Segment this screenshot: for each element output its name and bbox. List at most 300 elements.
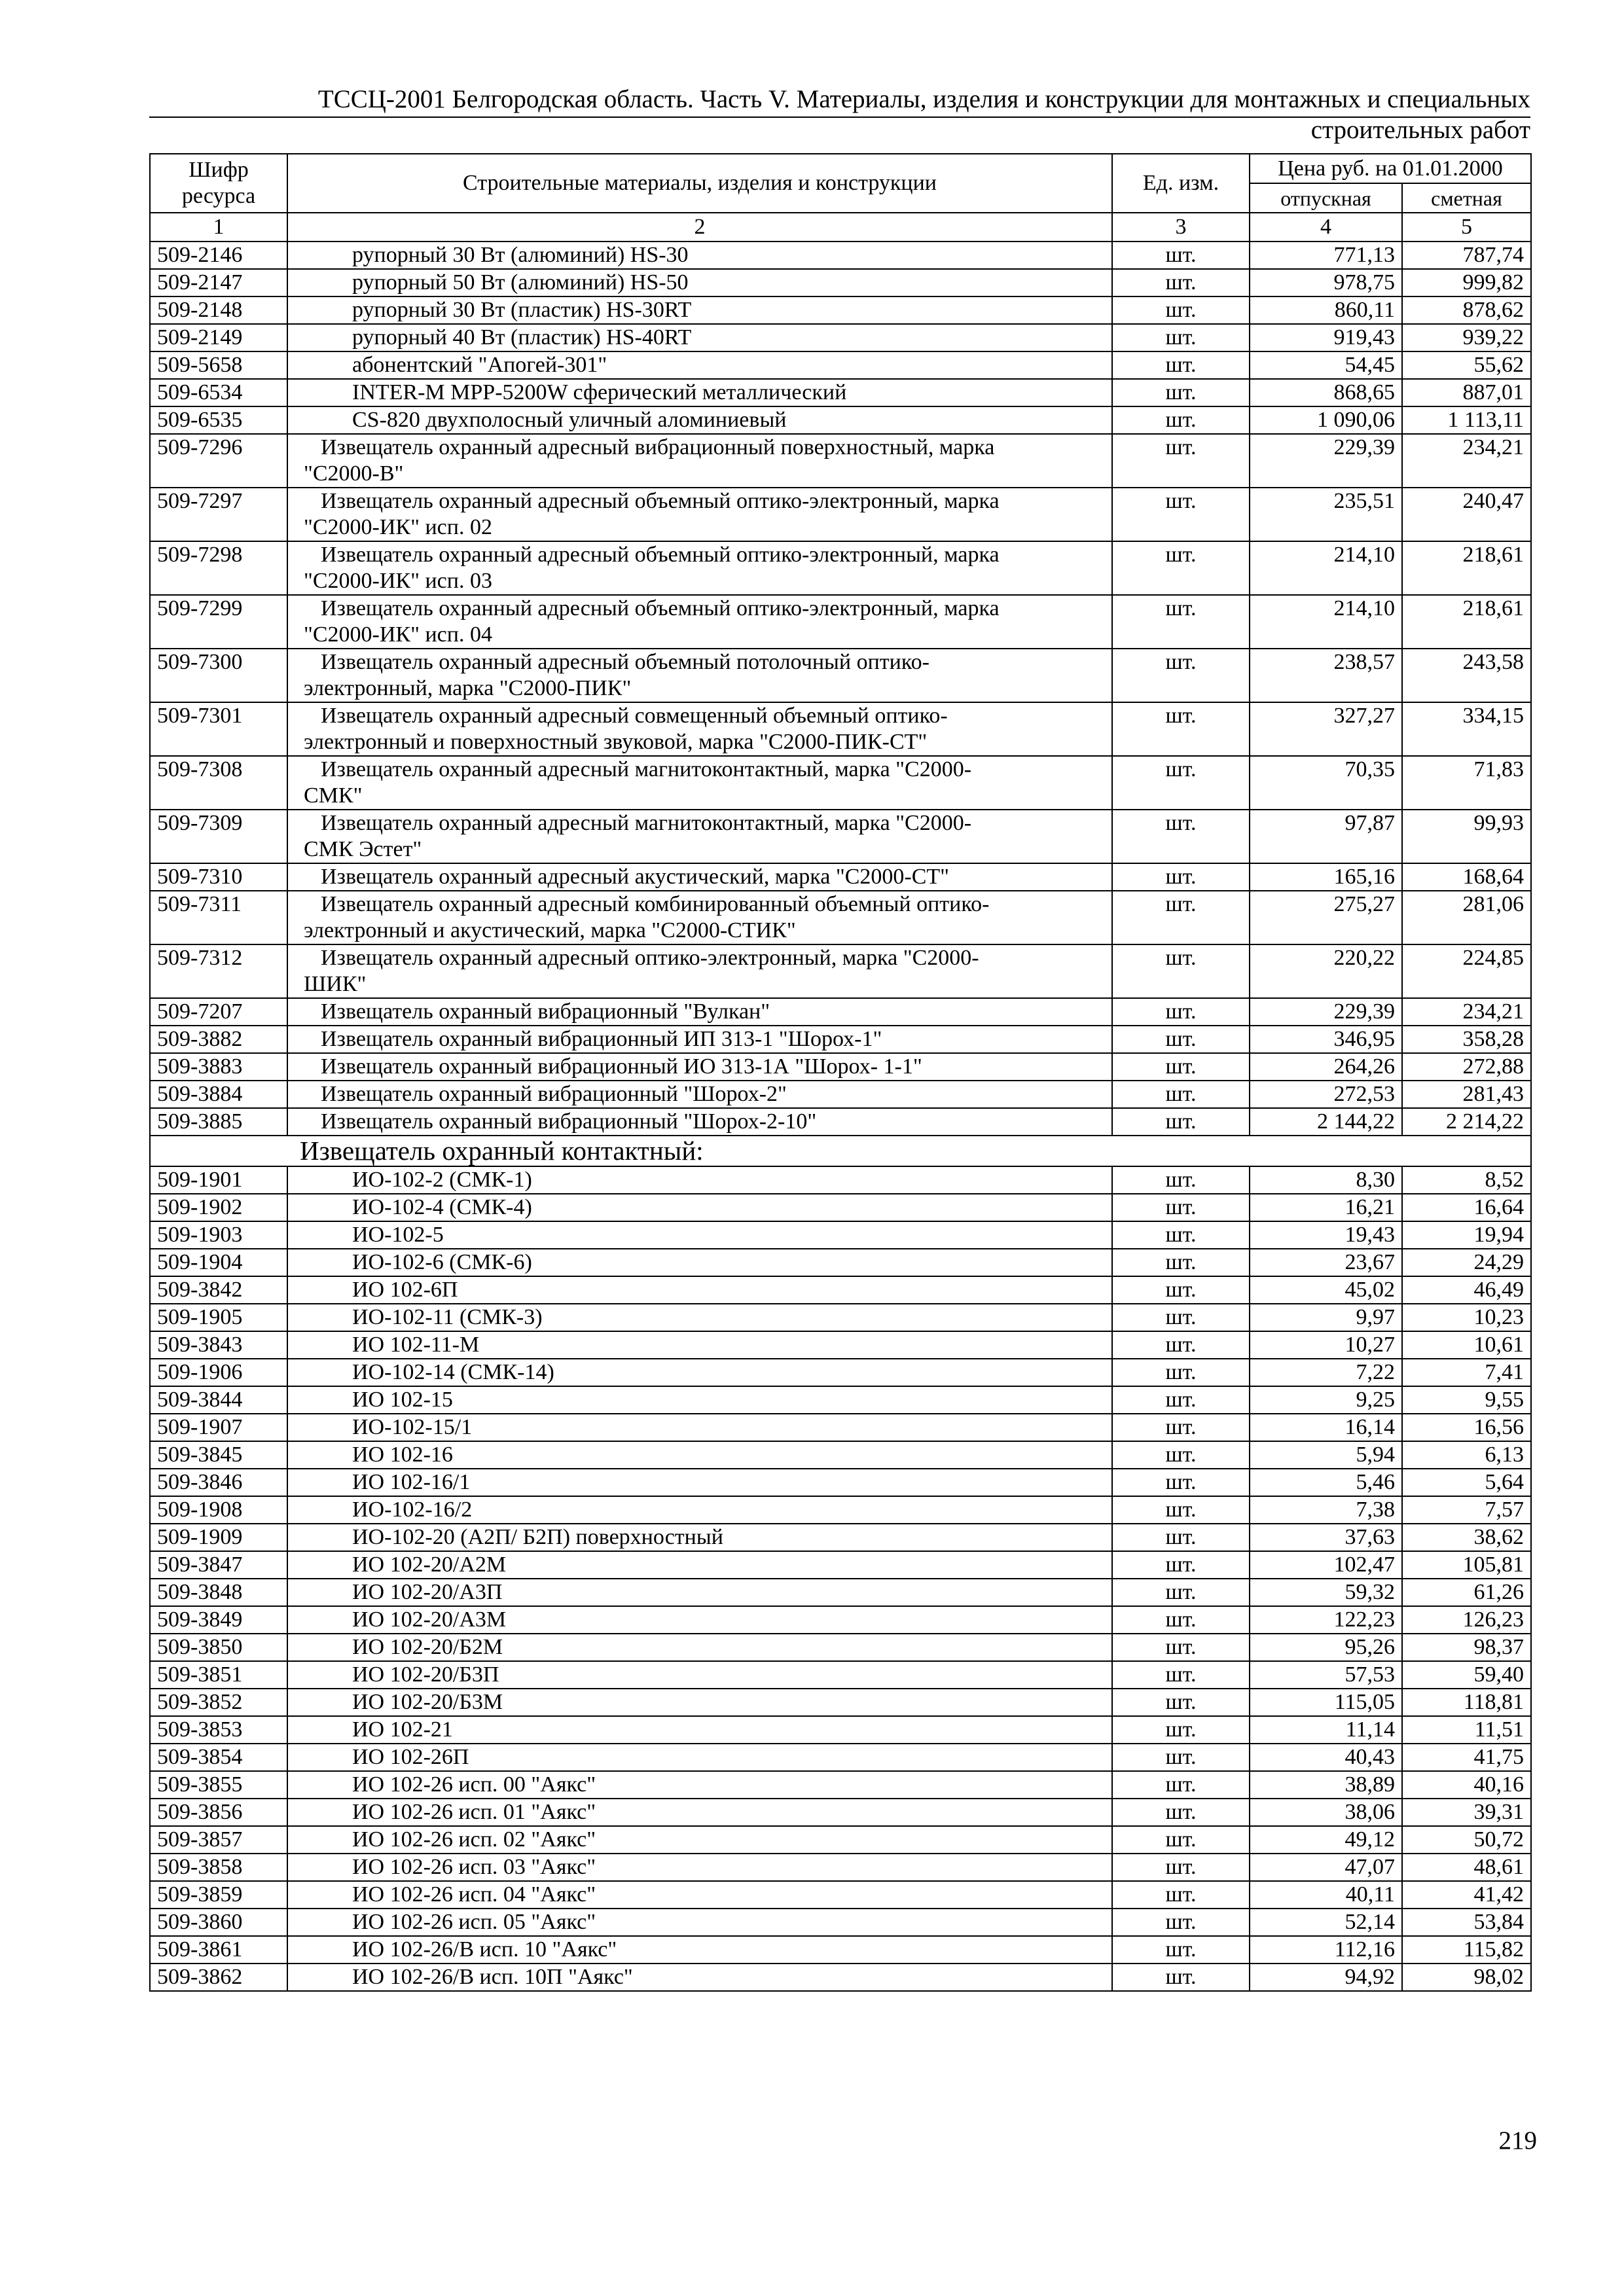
estimate-price: 126,23 xyxy=(1402,1606,1531,1634)
resource-code: 509-7300 xyxy=(150,649,287,702)
table-row xyxy=(150,379,1531,406)
resource-code: 509-3853 xyxy=(150,1716,287,1744)
group-title: Извещатель охранный контактный: xyxy=(150,1136,1531,1166)
release-price: 40,11 xyxy=(1250,1881,1402,1909)
material-name: ИО-102-15/1 xyxy=(287,1414,1112,1441)
resource-code: 509-3848 xyxy=(150,1579,287,1606)
estimate-price: 105,81 xyxy=(1402,1551,1531,1579)
table-row xyxy=(150,891,1531,944)
resource-code: 509-3884 xyxy=(150,1081,287,1108)
estimate-price: 99,93 xyxy=(1402,810,1531,863)
material-name xyxy=(287,1108,1112,1136)
resource-code: 509-1908 xyxy=(150,1496,287,1524)
material-name: ИО 102-20/Б3М xyxy=(287,1689,1112,1716)
unit: шт. xyxy=(1112,1606,1250,1634)
release-price: 868,65 xyxy=(1250,379,1402,406)
material-name-line-2: СМК Эстет" xyxy=(304,837,422,861)
release-price: 59,32 xyxy=(1250,1579,1402,1606)
material-name xyxy=(287,1026,1112,1053)
unit: шт. xyxy=(1112,1496,1250,1524)
release-price: 238,57 xyxy=(1250,649,1402,702)
resource-code: 509-2147 xyxy=(150,269,287,296)
material-name-line-1: Извещатель охранный адресный комбинированный объемный оптико- xyxy=(321,892,990,916)
release-price: 97,87 xyxy=(1250,810,1402,863)
estimate-price: 8,52 xyxy=(1402,1166,1531,1194)
release-price: 978,75 xyxy=(1250,269,1402,296)
material-name: CS-820 двухполосный уличный аломиниевый xyxy=(287,406,1112,434)
estimate-price: 939,22 xyxy=(1402,324,1531,351)
release-price: 10,27 xyxy=(1250,1331,1402,1359)
unit: шт. xyxy=(1112,1221,1250,1249)
resource-code: 509-7312 xyxy=(150,944,287,998)
table-row xyxy=(150,649,1531,702)
estimate-price: 5,64 xyxy=(1402,1469,1531,1496)
release-price: 16,21 xyxy=(1250,1194,1402,1221)
table-row xyxy=(150,269,1531,296)
unit: шт. xyxy=(1112,1053,1250,1081)
estimate-price: 59,40 xyxy=(1402,1661,1531,1689)
resource-code: 509-1907 xyxy=(150,1414,287,1441)
table-row xyxy=(150,242,1531,269)
unit: шт. xyxy=(1112,1771,1250,1799)
unit: шт. xyxy=(1112,1469,1250,1496)
resource-code: 509-7309 xyxy=(150,810,287,863)
resource-code: 509-3843 xyxy=(150,1331,287,1359)
estimate-price: 787,74 xyxy=(1402,242,1531,269)
table-row xyxy=(150,1249,1531,1276)
material-name xyxy=(287,649,1112,702)
material-name-line-2: электронный, марка "С2000-ПИК" xyxy=(304,676,632,700)
resource-code: 509-3851 xyxy=(150,1661,287,1689)
material-name-line-2: "С2000-ИК" исп. 03 xyxy=(304,569,492,593)
table-row xyxy=(150,1551,1531,1579)
material-name xyxy=(287,541,1112,595)
release-price: 70,35 xyxy=(1250,756,1402,810)
material-name: рупорный 50 Вт (алюминий) HS-50 xyxy=(287,269,1112,296)
table-row xyxy=(150,1386,1531,1414)
material-name-line-1: Извещатель охранный адресный магнитоконтактный, марка "С2000- xyxy=(321,757,972,781)
material-name: ИО 102-26 исп. 03 "Аякс" xyxy=(287,1854,1112,1881)
resource-code: 509-7298 xyxy=(150,541,287,595)
material-name-line-1: Извещатель охранный адресный вибрационный поверхностный, марка xyxy=(321,435,995,459)
estimate-price: 878,62 xyxy=(1402,296,1531,324)
col-header-release: отпускная xyxy=(1250,183,1402,213)
material-name: ИО 102-26 исп. 02 "Аякс" xyxy=(287,1826,1112,1854)
estimate-price: 2 214,22 xyxy=(1402,1108,1531,1136)
unit: шт. xyxy=(1112,269,1250,296)
material-name: ИО 102-26 исп. 05 "Аякс" xyxy=(287,1909,1112,1936)
resource-code: 509-7299 xyxy=(150,595,287,649)
material-name: ИО-102-16/2 xyxy=(287,1496,1112,1524)
estimate-price: 39,31 xyxy=(1402,1799,1531,1826)
material-name xyxy=(287,863,1112,891)
material-name xyxy=(287,756,1112,810)
release-price: 1 090,06 xyxy=(1250,406,1402,434)
resource-code: 509-7310 xyxy=(150,863,287,891)
estimate-price: 98,02 xyxy=(1402,1964,1531,1991)
resource-code: 509-3847 xyxy=(150,1551,287,1579)
material-name-line-1: Извещатель охранный адресный объемный оптико-электронный, марка xyxy=(321,543,1000,567)
resource-code: 509-6535 xyxy=(150,406,287,434)
estimate-price: 61,26 xyxy=(1402,1579,1531,1606)
resource-code: 509-7311 xyxy=(150,891,287,944)
material-name: рупорный 30 Вт (пластик) HS-30RT xyxy=(287,296,1112,324)
resource-code: 509-3857 xyxy=(150,1826,287,1854)
release-price: 7,38 xyxy=(1250,1496,1402,1524)
resource-code: 509-6534 xyxy=(150,379,287,406)
estimate-price: 118,81 xyxy=(1402,1689,1531,1716)
material-name: ИО 102-26 исп. 00 "Аякс" xyxy=(287,1771,1112,1799)
release-price: 7,22 xyxy=(1250,1359,1402,1386)
unit: шт. xyxy=(1112,1964,1250,1991)
material-name-line-1: Извещатель охранный вибрационный "Шорох-2" xyxy=(321,1082,787,1106)
release-price: 214,10 xyxy=(1250,595,1402,649)
table-row xyxy=(150,1166,1531,1194)
material-name-line-2: электронный и поверхностный звуковой, марка "С2000-ПИК-СТ" xyxy=(304,730,928,754)
estimate-price: 48,61 xyxy=(1402,1854,1531,1881)
unit: шт. xyxy=(1112,1108,1250,1136)
estimate-price: 358,28 xyxy=(1402,1026,1531,1053)
release-price: 771,13 xyxy=(1250,242,1402,269)
material-name-line-2: "С2000-ИК" исп. 02 xyxy=(304,515,492,539)
running-header xyxy=(149,84,1530,145)
unit: шт. xyxy=(1112,891,1250,944)
table-row xyxy=(150,1744,1531,1771)
unit: шт. xyxy=(1112,1026,1250,1053)
material-name: ИО 102-26 исп. 04 "Аякс" xyxy=(287,1881,1112,1909)
material-name: ИО 102-11-М xyxy=(287,1331,1112,1359)
unit: шт. xyxy=(1112,1689,1250,1716)
material-name: ИО-102-4 (СМК-4) xyxy=(287,1194,1112,1221)
resource-code: 509-1901 xyxy=(150,1166,287,1194)
table-row xyxy=(150,1194,1531,1221)
table-row xyxy=(150,1469,1531,1496)
release-price: 214,10 xyxy=(1250,541,1402,595)
unit: шт. xyxy=(1112,649,1250,702)
resource-code: 509-3882 xyxy=(150,1026,287,1053)
estimate-price: 224,85 xyxy=(1402,944,1531,998)
resource-code: 509-7207 xyxy=(150,998,287,1026)
col-number-5: 5 xyxy=(1402,213,1531,242)
estimate-price: 38,62 xyxy=(1402,1524,1531,1551)
material-name: INTER-M MPP-5200W сферический металлический xyxy=(287,379,1112,406)
table-row xyxy=(150,1964,1531,1991)
unit: шт. xyxy=(1112,296,1250,324)
material-name: ИО-102-20 (А2П/ Б2П) поверхностный xyxy=(287,1524,1112,1551)
unit: шт. xyxy=(1112,756,1250,810)
price-table xyxy=(149,153,1532,1992)
unit: шт. xyxy=(1112,1276,1250,1304)
resource-code: 509-5658 xyxy=(150,351,287,379)
estimate-price: 41,75 xyxy=(1402,1744,1531,1771)
resource-code: 509-3849 xyxy=(150,1606,287,1634)
material-name xyxy=(287,998,1112,1026)
unit: шт. xyxy=(1112,351,1250,379)
unit: шт. xyxy=(1112,406,1250,434)
unit: шт. xyxy=(1112,1414,1250,1441)
estimate-price: 41,42 xyxy=(1402,1881,1531,1909)
material-name: рупорный 40 Вт (пластик) HS-40RT xyxy=(287,324,1112,351)
resource-code: 509-3859 xyxy=(150,1881,287,1909)
material-name-line-2: СМК" xyxy=(304,783,363,808)
resource-code: 509-3856 xyxy=(150,1799,287,1826)
unit: шт. xyxy=(1112,488,1250,541)
table-row xyxy=(150,1909,1531,1936)
material-name: ИО 102-20/А3П xyxy=(287,1579,1112,1606)
material-name-line-1: Извещатель охранный адресный совмещенный объемный оптико- xyxy=(321,704,948,728)
estimate-price: 1 113,11 xyxy=(1402,406,1531,434)
release-price: 165,16 xyxy=(1250,863,1402,891)
unit: шт. xyxy=(1112,810,1250,863)
table-row xyxy=(150,1579,1531,1606)
material-name: ИО 102-20/Б3П xyxy=(287,1661,1112,1689)
estimate-price: 218,61 xyxy=(1402,541,1531,595)
col-header-code: Шифр ресурса xyxy=(150,154,287,213)
estimate-price: 10,23 xyxy=(1402,1304,1531,1331)
estimate-price: 71,83 xyxy=(1402,756,1531,810)
unit: шт. xyxy=(1112,1524,1250,1551)
release-price: 16,14 xyxy=(1250,1414,1402,1441)
estimate-price: 53,84 xyxy=(1402,1909,1531,1936)
resource-code: 509-7301 xyxy=(150,702,287,756)
material-name: ИО-102-5 xyxy=(287,1221,1112,1249)
material-name: ИО 102-20/А3М xyxy=(287,1606,1112,1634)
material-name: ИО-102-2 (СМК-1) xyxy=(287,1166,1112,1194)
resource-code: 509-2149 xyxy=(150,324,287,351)
estimate-price: 10,61 xyxy=(1402,1331,1531,1359)
table-row xyxy=(150,488,1531,541)
release-price: 229,39 xyxy=(1250,998,1402,1026)
release-price: 40,43 xyxy=(1250,1744,1402,1771)
table-row xyxy=(150,296,1531,324)
table-row xyxy=(150,1108,1531,1136)
material-name-line-1: Извещатель охранный вибрационный ИО 313-1А "Шорох- 1-1" xyxy=(321,1054,922,1079)
release-price: 220,22 xyxy=(1250,944,1402,998)
estimate-price: 281,43 xyxy=(1402,1081,1531,1108)
estimate-price: 24,29 xyxy=(1402,1249,1531,1276)
release-price: 5,94 xyxy=(1250,1441,1402,1469)
material-name xyxy=(287,1053,1112,1081)
release-price: 54,45 xyxy=(1250,351,1402,379)
resource-code: 509-1905 xyxy=(150,1304,287,1331)
resource-code: 509-1903 xyxy=(150,1221,287,1249)
unit: шт. xyxy=(1112,1081,1250,1108)
resource-code: 509-3852 xyxy=(150,1689,287,1716)
release-price: 5,46 xyxy=(1250,1469,1402,1496)
table-row xyxy=(150,810,1531,863)
unit: шт. xyxy=(1112,1386,1250,1414)
table-row xyxy=(150,863,1531,891)
resource-code: 509-7296 xyxy=(150,434,287,488)
estimate-price: 16,64 xyxy=(1402,1194,1531,1221)
table-row xyxy=(150,1441,1531,1469)
estimate-price: 234,21 xyxy=(1402,434,1531,488)
release-price: 57,53 xyxy=(1250,1661,1402,1689)
material-name: ИО 102-26 исп. 01 "Аякс" xyxy=(287,1799,1112,1826)
material-name xyxy=(287,488,1112,541)
material-name: ИО 102-16 xyxy=(287,1441,1112,1469)
resource-code: 509-3854 xyxy=(150,1744,287,1771)
estimate-price: 7,57 xyxy=(1402,1496,1531,1524)
unit: шт. xyxy=(1112,1166,1250,1194)
table-row xyxy=(150,1496,1531,1524)
release-price: 95,26 xyxy=(1250,1634,1402,1661)
page-number: 219 xyxy=(1498,2126,1537,2155)
estimate-price: 334,15 xyxy=(1402,702,1531,756)
header-line-1: ТССЦ-2001 Белгородская область. Часть V. Материалы, изделия и конструкции для монтажных и специальных xyxy=(317,85,1530,113)
table-row xyxy=(150,1026,1531,1053)
estimate-price: 887,01 xyxy=(1402,379,1531,406)
header-rule xyxy=(149,117,1530,118)
group-header-row xyxy=(150,1136,1531,1166)
release-price: 327,27 xyxy=(1250,702,1402,756)
material-name: ИО 102-26/В исп. 10П "Аякс" xyxy=(287,1964,1112,1991)
table-row xyxy=(150,1359,1531,1386)
resource-code: 509-7297 xyxy=(150,488,287,541)
release-price: 8,30 xyxy=(1250,1166,1402,1194)
material-name-line-1: Извещатель охранный вибрационный "Вулкан" xyxy=(321,999,770,1024)
material-name: ИО 102-20/Б2М xyxy=(287,1634,1112,1661)
resource-code: 509-3850 xyxy=(150,1634,287,1661)
release-price: 235,51 xyxy=(1250,488,1402,541)
release-price: 47,07 xyxy=(1250,1854,1402,1881)
estimate-price: 98,37 xyxy=(1402,1634,1531,1661)
material-name-line-1: Извещатель охранный адресный объемный оптико-электронный, марка xyxy=(321,596,1000,620)
release-price: 2 144,22 xyxy=(1250,1108,1402,1136)
table-row xyxy=(150,998,1531,1026)
header-line-2: строительных работ xyxy=(1310,116,1530,144)
release-price: 38,06 xyxy=(1250,1799,1402,1826)
unit: шт. xyxy=(1112,1359,1250,1386)
release-price: 102,47 xyxy=(1250,1551,1402,1579)
table-row xyxy=(150,944,1531,998)
unit: шт. xyxy=(1112,541,1250,595)
release-price: 94,92 xyxy=(1250,1964,1402,1991)
table-row xyxy=(150,1606,1531,1634)
unit: шт. xyxy=(1112,1304,1250,1331)
material-name: абонентский "Апогей-301" xyxy=(287,351,1112,379)
unit: шт. xyxy=(1112,1579,1250,1606)
estimate-price: 168,64 xyxy=(1402,863,1531,891)
table-row xyxy=(150,1053,1531,1081)
resource-code: 509-1909 xyxy=(150,1524,287,1551)
material-name-line-1: Извещатель охранный адресный магнитоконтактный, марка "С2000- xyxy=(321,811,972,835)
material-name-line-2: электронный и акустический, марка "С2000-СТИК" xyxy=(304,918,796,942)
material-name: ИО 102-20/А2М xyxy=(287,1551,1112,1579)
estimate-price: 7,41 xyxy=(1402,1359,1531,1386)
unit: шт. xyxy=(1112,1634,1250,1661)
material-name xyxy=(287,810,1112,863)
material-name xyxy=(287,891,1112,944)
estimate-price: 16,56 xyxy=(1402,1414,1531,1441)
release-price: 38,89 xyxy=(1250,1771,1402,1799)
material-name xyxy=(287,434,1112,488)
release-price: 122,23 xyxy=(1250,1606,1402,1634)
unit: шт. xyxy=(1112,1936,1250,1964)
release-price: 11,14 xyxy=(1250,1716,1402,1744)
release-price: 37,63 xyxy=(1250,1524,1402,1551)
unit: шт. xyxy=(1112,1441,1250,1469)
table-row xyxy=(150,1081,1531,1108)
estimate-price: 243,58 xyxy=(1402,649,1531,702)
unit: шт. xyxy=(1112,324,1250,351)
release-price: 9,25 xyxy=(1250,1386,1402,1414)
material-name-line-2: ШИК" xyxy=(304,972,367,996)
material-name-line-1: Извещатель охранный вибрационный "Шорох-2-10" xyxy=(321,1109,817,1134)
resource-code: 509-1904 xyxy=(150,1249,287,1276)
material-name-line-2: "С2000-В" xyxy=(304,461,404,486)
col-header-unit: Ед. изм. xyxy=(1112,154,1250,213)
table-row xyxy=(150,1661,1531,1689)
unit: шт. xyxy=(1112,434,1250,488)
unit: шт. xyxy=(1112,998,1250,1026)
table-row xyxy=(150,1689,1531,1716)
material-name-line-2: "С2000-ИК" исп. 04 xyxy=(304,622,492,647)
release-price: 272,53 xyxy=(1250,1081,1402,1108)
table-row xyxy=(150,1221,1531,1249)
estimate-price: 281,06 xyxy=(1402,891,1531,944)
table-row xyxy=(150,1854,1531,1881)
unit: шт. xyxy=(1112,702,1250,756)
estimate-price: 999,82 xyxy=(1402,269,1531,296)
unit: шт. xyxy=(1112,1249,1250,1276)
resource-code: 509-3860 xyxy=(150,1909,287,1936)
unit: шт. xyxy=(1112,1799,1250,1826)
table-row xyxy=(150,434,1531,488)
material-name: ИО 102-26/В исп. 10 "Аякс" xyxy=(287,1936,1112,1964)
unit: шт. xyxy=(1112,1881,1250,1909)
table-row xyxy=(150,1826,1531,1854)
release-price: 229,39 xyxy=(1250,434,1402,488)
col-header-estimate: сметная xyxy=(1402,183,1531,213)
table-row xyxy=(150,1771,1531,1799)
release-price: 275,27 xyxy=(1250,891,1402,944)
table-row xyxy=(150,1304,1531,1331)
table-row xyxy=(150,1799,1531,1826)
material-name xyxy=(287,595,1112,649)
material-name: рупорный 30 Вт (алюминий) HS-30 xyxy=(287,242,1112,269)
unit: шт. xyxy=(1112,242,1250,269)
release-price: 115,05 xyxy=(1250,1689,1402,1716)
table-row xyxy=(150,702,1531,756)
col-number-1: 1 xyxy=(150,213,287,242)
release-price: 112,16 xyxy=(1250,1936,1402,1964)
material-name-line-1: Извещатель охранный вибрационный ИП 313-1 "Шорох-1" xyxy=(321,1027,882,1051)
unit: шт. xyxy=(1112,1661,1250,1689)
material-name-line-1: Извещатель охранный адресный объемный потолочный оптико- xyxy=(321,650,929,674)
col-number-2: 2 xyxy=(287,213,1112,242)
release-price: 264,26 xyxy=(1250,1053,1402,1081)
resource-code: 509-3885 xyxy=(150,1108,287,1136)
material-name-line-1: Извещатель охранный адресный объемный оптико-электронный, марка xyxy=(321,489,1000,513)
resource-code: 509-3862 xyxy=(150,1964,287,1991)
release-price: 23,67 xyxy=(1250,1249,1402,1276)
material-name xyxy=(287,1081,1112,1108)
unit: шт. xyxy=(1112,1744,1250,1771)
table-row xyxy=(150,1331,1531,1359)
estimate-price: 115,82 xyxy=(1402,1936,1531,1964)
material-name: ИО 102-15 xyxy=(287,1386,1112,1414)
resource-code: 509-3883 xyxy=(150,1053,287,1081)
resource-code: 509-1906 xyxy=(150,1359,287,1386)
unit: шт. xyxy=(1112,1854,1250,1881)
material-name: ИО 102-26П xyxy=(287,1744,1112,1771)
resource-code: 509-7308 xyxy=(150,756,287,810)
unit: шт. xyxy=(1112,1194,1250,1221)
estimate-price: 6,13 xyxy=(1402,1441,1531,1469)
table-row xyxy=(150,1936,1531,1964)
table-row xyxy=(150,756,1531,810)
